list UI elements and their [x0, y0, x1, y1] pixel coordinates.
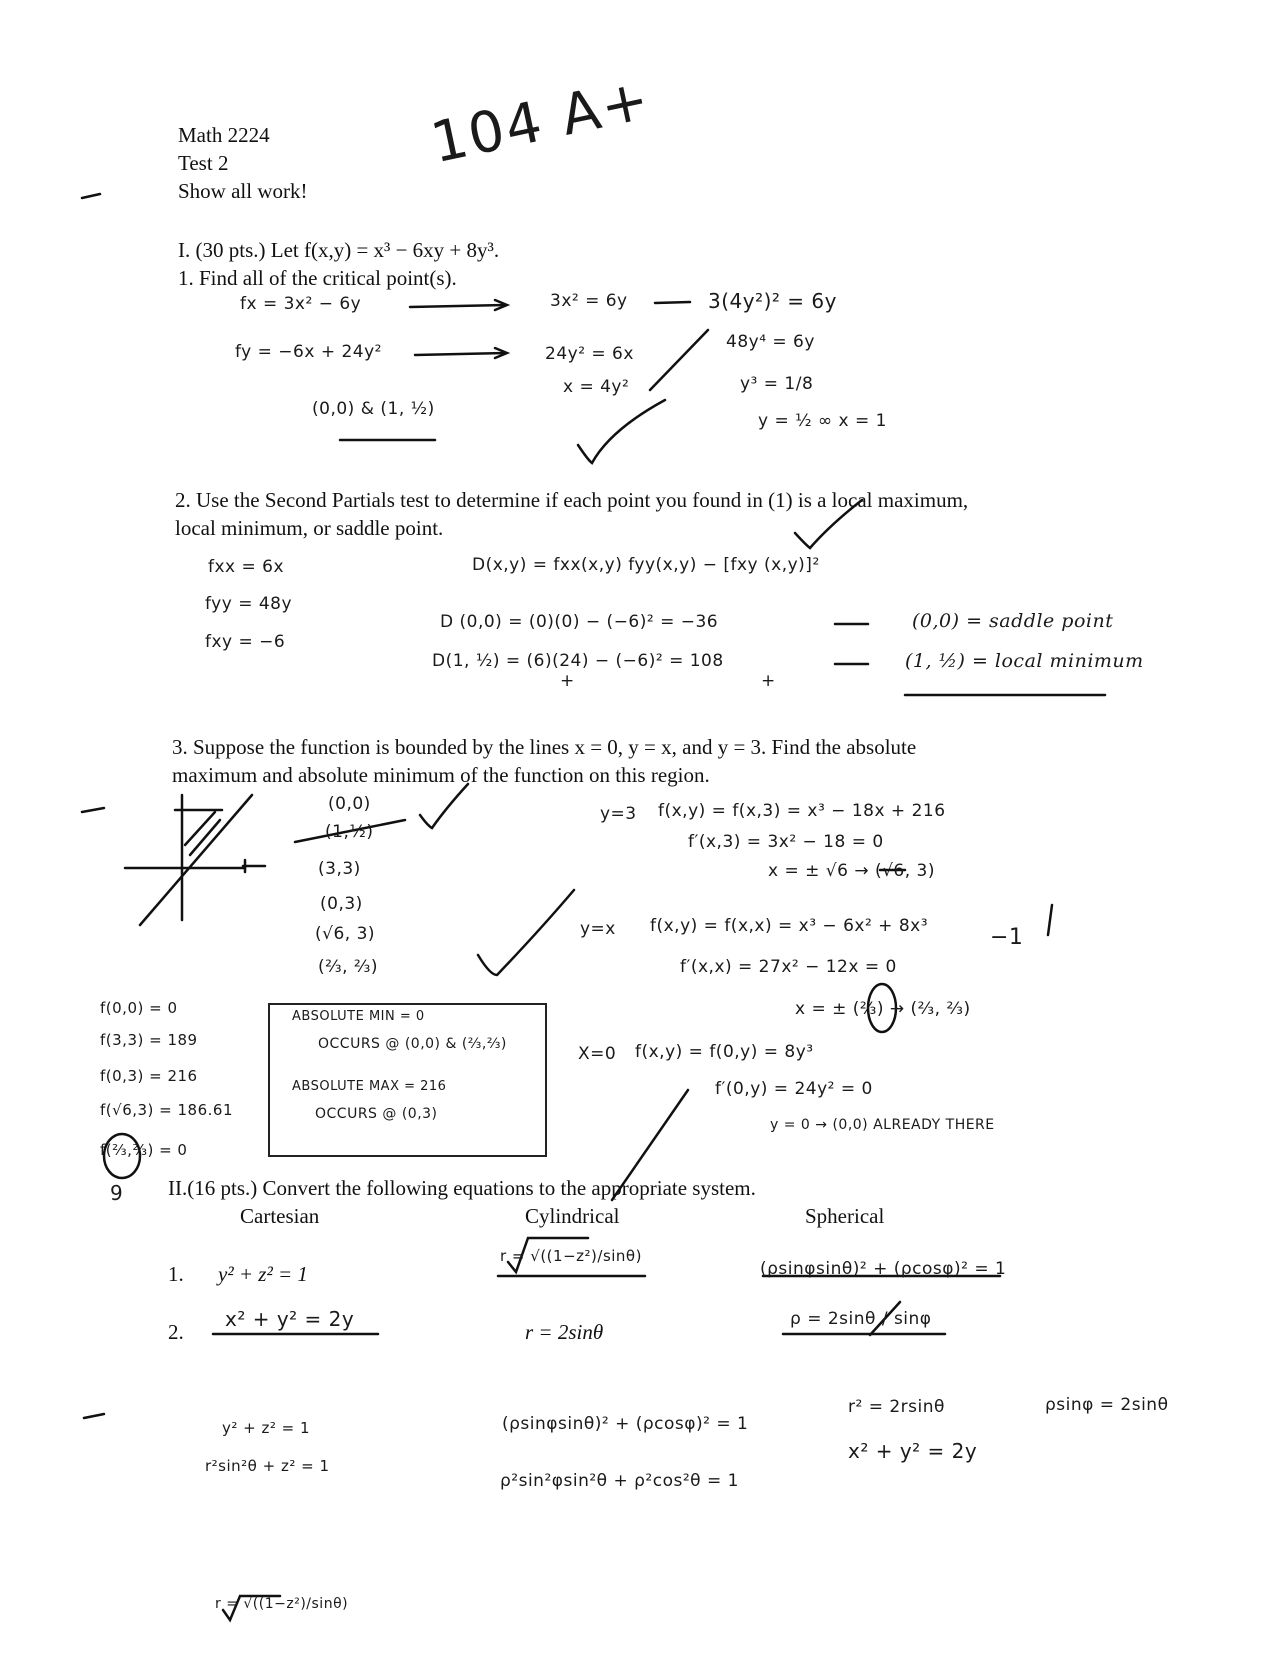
q1-step3: y = ½ ∞ x = 1: [758, 411, 887, 431]
check-mark: [578, 400, 665, 463]
row1-spherical: (ρsinφsinθ)² + (ρcosφ)² = 1: [760, 1259, 1007, 1279]
q2-fyy: fyy = 48y: [205, 594, 293, 614]
q3-yx-line2: f′(x,x) = 27x² − 12x = 0: [680, 957, 897, 977]
summary-max-occurs: OCCURS @ (0,3): [315, 1106, 438, 1122]
col-spherical: Spherical: [805, 1204, 885, 1228]
row2-spherical: ρ = 2sinθ / sinφ: [790, 1309, 932, 1329]
work-c1: r² = 2rsinθ: [848, 1397, 945, 1417]
q2-fxy: fxy = −6: [205, 632, 286, 652]
check-mark: [478, 890, 574, 975]
row2-cartesian: x² + y² = 2y: [225, 1307, 355, 1331]
shading: [185, 812, 215, 845]
work-b1: (ρsinφsinθ)² + (ρcosφ)² = 1: [502, 1414, 749, 1434]
q2-prompt-2: local minimum, or saddle point.: [175, 516, 444, 540]
work-d1: ρsinφ = 2sinθ: [1045, 1395, 1169, 1415]
q3-y3-line3: x = ± √6 → (√6, 3): [768, 861, 935, 881]
work-c2: x² + y² = 2y: [848, 1439, 978, 1463]
q1-eq2: 24y² = 6x: [545, 344, 634, 364]
q3-eval: f(√6,3) = 186.61: [100, 1101, 233, 1119]
q3-y3-line1: f(x,y) = f(x,3) = x³ − 18x + 216: [658, 801, 946, 821]
q1-eq1: 3x² = 6y: [550, 291, 628, 311]
q3-x0-line1: f(x,y) = f(0,y) = 8y³: [635, 1042, 814, 1062]
row2-cylindrical: r = 2sinθ: [525, 1320, 604, 1344]
q3-x0-line3: y = 0 → (0,0) ALREADY THERE: [770, 1117, 995, 1133]
q3-x0-line2: f′(0,y) = 24y² = 0: [715, 1079, 873, 1099]
q3-yx-label: y=x: [580, 919, 616, 939]
q2-d1half: D(1, ½) = (6)(24) − (−6)² = 108: [432, 651, 724, 671]
q2-plus-1: +: [560, 671, 575, 691]
q3-point: (0,0): [328, 794, 371, 814]
part2-heading: II.(16 pts.) Convert the following equations to the appropriate system.: [168, 1176, 756, 1200]
q3-point-struck: (1,½): [325, 822, 374, 842]
col-cartesian: Cartesian: [240, 1204, 320, 1228]
row-num: 2.: [168, 1320, 184, 1344]
col-cylindrical: Cylindrical: [525, 1204, 620, 1228]
q1-answer: (0,0) & (1, ½): [312, 399, 435, 419]
q1-xdef: x = 4y²: [563, 377, 630, 397]
q3-point: (√6, 3): [315, 924, 376, 944]
q1-fy: fy = −6x + 24y²: [235, 342, 382, 362]
arrow-line: [410, 305, 505, 307]
margin-dash: [82, 808, 104, 812]
margin-dash: [82, 194, 100, 198]
q1-prompt: 1. Find all of the critical point(s).: [178, 266, 457, 290]
q2-d1half-result: (1, ½) = local minimum: [905, 650, 1144, 672]
check-mark: [420, 784, 468, 828]
arrow-line: [650, 330, 708, 390]
q2-dformula: D(x,y) = fxx(x,y) fyy(x,y) − [fxy (x,y)]²: [472, 555, 820, 575]
part1-heading: I. (30 pts.) Let f(x,y) = x³ − 6xy + 8y³.: [178, 238, 500, 262]
work-b2: ρ²sin²φsin²θ + ρ²cos²θ = 1: [500, 1471, 739, 1491]
q3-point: (⅔, ⅔): [318, 957, 379, 977]
arrow-line: [415, 353, 505, 355]
row1-cylindrical: r = √((1−z²)/sinθ): [500, 1247, 642, 1265]
q3-eval: f(3,3) = 189: [100, 1031, 198, 1049]
q3-score-side: 9: [110, 1181, 124, 1205]
q2-prompt-1: 2. Use the Second Partials test to determine if each point you found in (1) is a local maximum,: [175, 488, 969, 512]
q3-point: (3,3): [318, 859, 361, 879]
q3-point: (0,3): [320, 894, 363, 914]
q1-step2: y³ = 1/8: [740, 374, 814, 394]
line-y-eq-x: [140, 795, 252, 925]
q2-fxx: fxx = 6x: [208, 557, 285, 577]
work-a3: r = √((1−z²)/sinθ): [215, 1596, 349, 1612]
summary-min-label: ABSOLUTE MIN = 0: [292, 1009, 425, 1024]
course-title: Math 2224: [178, 123, 270, 147]
work-a2: r²sin²θ + z² = 1: [205, 1457, 330, 1475]
q3-eval: f(0,0) = 0: [100, 999, 178, 1017]
margin-dash: [84, 1414, 104, 1418]
deduction-slash: [1048, 905, 1052, 935]
summary-min-occurs: OCCURS @ (0,0) & (⅔,⅔): [318, 1036, 507, 1052]
q2-d00-result: (0,0) = saddle point: [912, 610, 1114, 632]
q3-deduction: −1: [990, 925, 1024, 950]
q3-yx-line3: x = ± (⅔) → (⅔, ⅔): [795, 999, 971, 1019]
arrow-line: [655, 302, 690, 303]
q3-yx-line1: f(x,y) = f(x,x) = x³ − 6x² + 8x³: [650, 916, 929, 936]
q3-y3-line2: f′(x,3) = 3x² − 18 = 0: [688, 832, 884, 852]
q1-sub: 3(4y²)² = 6y: [708, 289, 837, 313]
row1-cartesian: y² + z² = 1: [218, 1262, 308, 1286]
work-a1: y² + z² = 1: [222, 1419, 311, 1437]
grade-mark: 104 A+: [425, 66, 657, 177]
q1-step1: 48y⁴ = 6y: [726, 332, 815, 352]
q2-plus-2: +: [761, 671, 776, 691]
q3-eval: f(⅔,⅔) = 0: [100, 1141, 188, 1159]
test-title: Test 2: [178, 151, 229, 175]
q1-fx: fx = 3x² − 6y: [240, 294, 362, 314]
instruction: Show all work!: [178, 179, 308, 203]
q3-x0-label: X=0: [578, 1044, 617, 1064]
q3-prompt-1: 3. Suppose the function is bounded by the lines x = 0, y = x, and y = 3. Find the absolute: [172, 735, 917, 759]
row-num: 1.: [168, 1262, 184, 1286]
summary-max-label: ABSOLUTE MAX = 216: [292, 1079, 447, 1094]
q3-eval: f(0,3) = 216: [100, 1067, 198, 1085]
q2-d00: D (0,0) = (0)(0) − (−6)² = −36: [440, 612, 719, 632]
q3-prompt-2: maximum and absolute minimum of the function on this region.: [172, 763, 710, 787]
q3-y3-label: y=3: [600, 804, 637, 824]
